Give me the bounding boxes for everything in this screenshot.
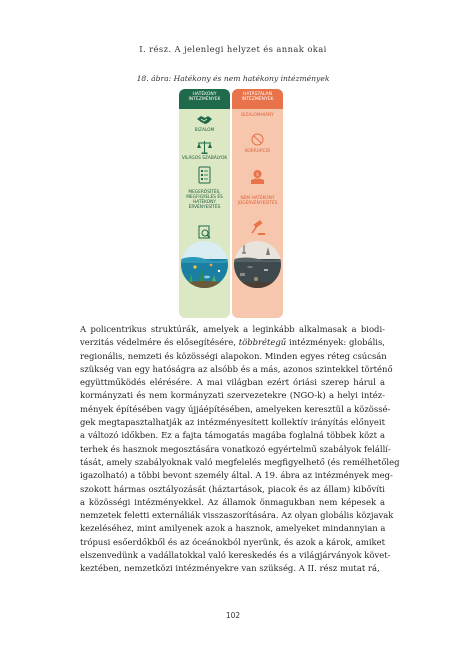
weak-enforcement-label: NEM HATÉKONY JOGÉRVÉNYESÍTÉS: [237, 196, 278, 207]
clear-rules-label: VILÁGOS SZABÁLYOK: [181, 156, 228, 161]
text-line: nemzetek feletti externáliák visszaszorítására. Az olyan globális közjavak: [80, 510, 394, 521]
ineffective-institutions-column: [232, 89, 283, 318]
text-line: keztében, nemzetközi intézményekre van szükség. A II. rész mutat rá,: [80, 563, 380, 574]
text-line: a közösségi intézményekkel. Az államok önmagukban nem képesek a: [80, 496, 385, 507]
text-line: regionális, nemzeti és közösségi alapokon. Minden egyes réteg csúcsán: [80, 350, 387, 361]
scales-rules-icon: [196, 139, 213, 155]
text-line: együttműködés elérésére. A mai világban ezért óriási szerep hárul a: [80, 377, 385, 388]
effective-column-title: HATÉKONY INTÉZMÉNYEK: [179, 89, 230, 109]
text-line: szükség van egy hatóságra az alsóbb és a más, azonos szintekkel történő: [80, 363, 393, 374]
text-line: trópusi esőerdőkből és az óceánokból nyerünk, és azok a károk, amiket: [80, 536, 386, 547]
text-line: igazolható) a többi bevont személy által. A 19. ábra az intézmények meg-: [80, 470, 393, 481]
inspection-icon: [196, 225, 213, 240]
text-line: tását, amely szabályoknak való megfelelés megfigyelhető (és remélhetőleg: [80, 456, 400, 467]
money-bribe-icon: [249, 168, 266, 186]
checklist-icon: [196, 166, 213, 184]
trust-label: BIZALOM: [194, 128, 215, 133]
emphasis-text: többrétegű: [238, 337, 287, 348]
svg-text:$: $: [255, 172, 260, 178]
degraded-ecosystem-image: [234, 241, 281, 288]
text-run: verzitás védelmére és elősegítésére,: [80, 337, 239, 348]
effective-institutions-column: [179, 89, 230, 318]
distrust-icon: [249, 133, 266, 146]
text-line: kezeléséhez, mint amilyenek azok a hasznok, amelyeket mindannyian a: [80, 523, 386, 534]
text-line: kormányzati és nem kormányzati szervezetekre (NGO-k) a helyi intéz-: [80, 390, 385, 401]
ineffective-column-title: HATÁSTALAN INTÉZMÉNYEK: [232, 89, 283, 109]
institutions-figure: [176, 89, 288, 318]
text-run: intézmények: globális,: [286, 337, 385, 348]
handshake-icon: [196, 113, 213, 127]
text-line: [80, 336, 385, 349]
text-line: terhek és hasznok megosztására vonatkozó egyértelmű szabályok felállí-: [80, 443, 391, 454]
text-line: elszenvedünk a vadállatokkal való kereskedés és a világjárványok követ-: [80, 550, 391, 561]
body-paragraph: [80, 323, 400, 576]
page-number: 102: [225, 611, 241, 620]
text-line: gek megtapasztalhatják az intézményesített kollektív irányítás előnyeit: [80, 417, 385, 428]
text-line: mények építésében vagy újjáépítésében, amelyeken keresztül a közössé-: [80, 403, 391, 414]
enforcement-label: MEGERŐSÍTÉS, MEGFIGYELÉS ÉS HATÉKONY ÉRVÉNYESÍTÉS: [186, 190, 223, 211]
figure-caption: 18. ábra: Hatékony és nem hatékony intézmények: [136, 74, 330, 83]
distrust-label: BIZALOMHIÁNY: [241, 113, 274, 118]
gavel-icon: [249, 220, 266, 237]
corruption-label: KORRUPCIÓ: [244, 149, 271, 154]
running-header: I. rész. A jelenlegi helyzet és annak okai: [139, 44, 327, 54]
text-line: A policentrikus struktúrák, amelyek a leginkább alkalmasak a biodi-: [80, 324, 385, 334]
text-line: a változó időkben. Ez a fajta támogatás magába foglalná többek közt a: [80, 430, 385, 441]
healthy-ecosystem-image: [181, 241, 228, 288]
text-line: szokott hármas osztályozását (háztartások, piacok és az állam) kibővíti: [80, 483, 385, 494]
